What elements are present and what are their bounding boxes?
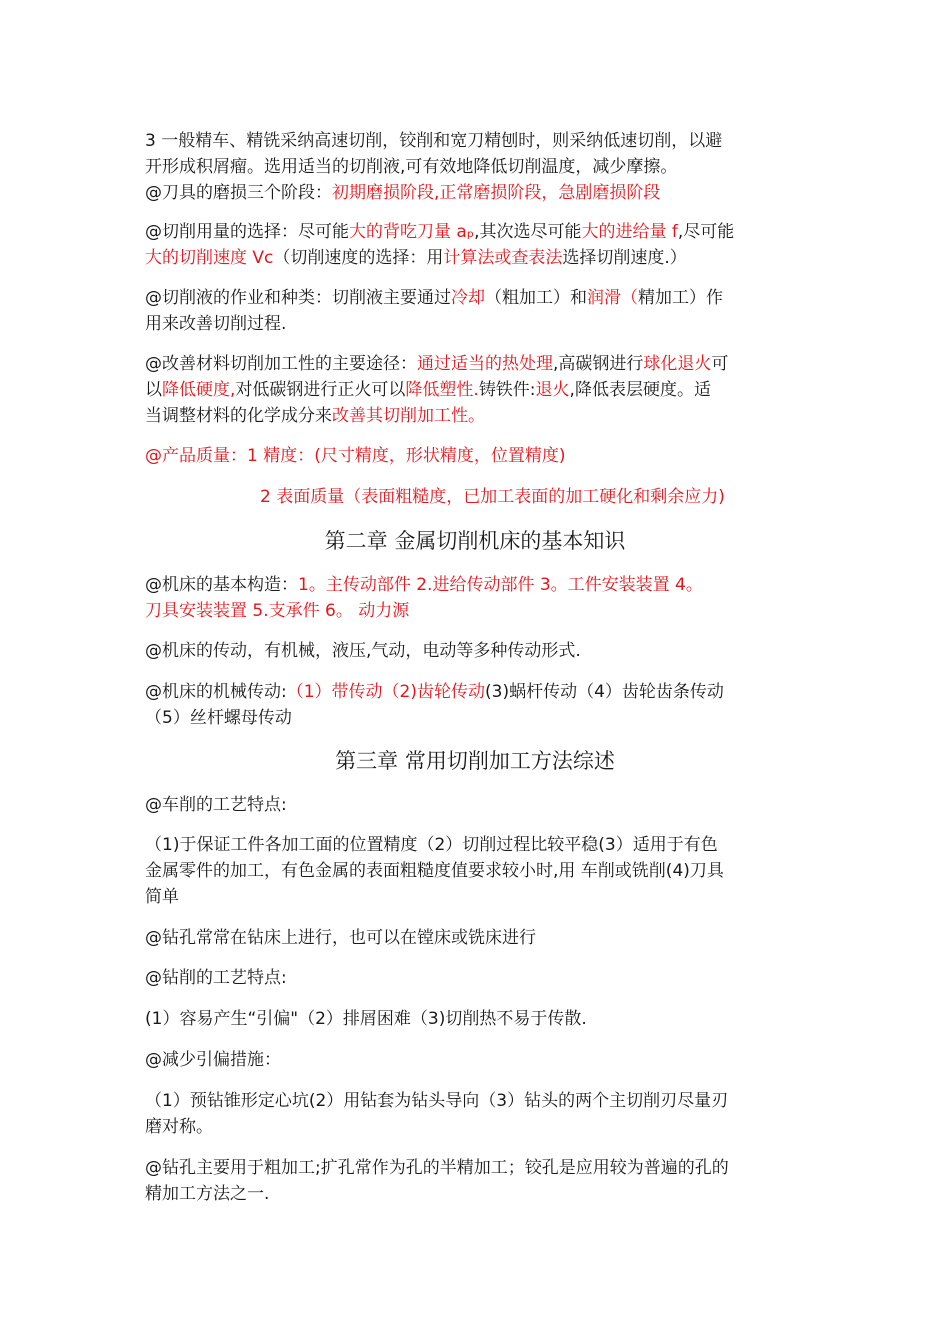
highlight-run: 改善其切削加工性。	[332, 406, 485, 426]
text-run: 精加工）作	[638, 288, 723, 308]
text-line: 简单	[145, 887, 179, 907]
chapter-2-heading: 第二章 金属切削机床的基本知识	[324, 529, 626, 553]
paragraph-drilling-features: (1）容易产生“引偏"（2）排屑困难（3)切削热不易于传散.	[145, 1009, 587, 1029]
text-run: 当调整材料的化学成分来	[145, 406, 332, 426]
text-run: @改善材料切削加工性的主要途径：	[145, 354, 417, 374]
highlight-run: 球化退火	[643, 354, 712, 374]
chapter-3-heading: 第三章 常用切削加工方法综述	[335, 749, 615, 773]
text-line	[145, 245, 805, 271]
text-line: @产品质量：1 精度：(尺寸精度，形状精度，位置精度)	[145, 446, 566, 466]
text-run: ,其次选尽可能	[474, 222, 582, 242]
text-line: 开形成积屑瘤。选用适当的切削液,可有效地降低切削温度，减少摩擦。	[145, 157, 678, 177]
text-line	[145, 219, 805, 245]
highlight-run: 大的背吃刀量 aₚ	[349, 222, 475, 242]
paragraph-machinability	[145, 351, 805, 429]
text-line: @钻孔主要用于粗加工;扩孔常作为孔的半精加工；铰孔是应用较为普遍的孔的	[145, 1158, 729, 1178]
highlight-run: 冷却	[451, 288, 485, 308]
highlight-run: 计算法或查表法	[443, 248, 563, 268]
text-line: 刀具安装装置 5.支承件 6。 动力源	[145, 601, 410, 621]
paragraph-machine-structure	[145, 572, 805, 624]
text-line: 磨对称。	[145, 1117, 213, 1137]
highlight-run: 大的进给量 f	[581, 222, 678, 242]
text-run: @切削用量的选择：尽可能	[145, 222, 349, 242]
text-line	[145, 351, 805, 377]
highlight-run: 降低塑性.	[405, 380, 479, 400]
text-run: （切削速度的选择：用	[273, 248, 444, 268]
text-line: 精加工方法之一.	[145, 1184, 270, 1204]
text-run: @刀具的磨损三个阶段：	[145, 183, 332, 203]
text-run: 对低碳钢进行正火可以	[235, 380, 406, 400]
highlight-run: 润滑（	[587, 288, 638, 308]
paragraph-turning-title: @车削的工艺特点:	[145, 795, 287, 815]
text-line	[145, 679, 805, 705]
text-line: 2 表面质量（表面粗糙度，已加工表面的加工硬化和剩余应力)	[260, 487, 725, 507]
paragraph-drilling-machines: @钻孔常常在钻床上进行，也可以在镗床或铣床进行	[145, 928, 536, 948]
text-line: （1）预钻锥形定心坑(2）用钻套为钻头导向（3）钻头的两个主切削刃尽量刃	[145, 1091, 729, 1111]
paragraph-cutting-speed	[145, 128, 805, 180]
text-run: ,降低表层硬度。适	[569, 380, 711, 400]
text-line: 3 一般精车、精铣采纳高速切削，铰削和宽刀精刨时，则采纳低速切削，以避	[145, 131, 723, 151]
highlight-run: 退火	[535, 380, 570, 400]
paragraph-deviation-title: @减少引偏措施：	[145, 1050, 281, 1070]
text-line: 金属零件的加工，有色金属的表面粗糙度值要求较小时,用 车削或铣削(4)刀具	[145, 861, 724, 881]
text-run: ,尽可能	[677, 222, 735, 242]
text-line: （5）丝杆螺母传动	[145, 708, 292, 728]
highlight-run: 初期磨损阶段,正常磨损阶段，急剧磨损阶段	[332, 183, 661, 203]
text-line: 用来改善切削过程.	[145, 314, 287, 334]
text-run: @切削液的作业和种类：切削液主要通过	[145, 288, 451, 308]
text-run: 可	[711, 354, 729, 374]
paragraph-cutting-parameters	[145, 219, 805, 271]
paragraph-product-quality	[145, 443, 805, 469]
paragraph-turning-features	[145, 832, 805, 910]
paragraph-tool-wear	[145, 180, 805, 206]
paragraph-cutting-fluid	[145, 285, 805, 337]
paragraph-deviation-measures	[145, 1088, 805, 1140]
text-line	[145, 285, 805, 311]
text-run: @机床的机械传动:	[145, 682, 287, 702]
text-run: @机床的基本构造：	[145, 575, 298, 595]
paragraph-surface-quality	[145, 484, 920, 510]
paragraph-mechanical-drive	[145, 679, 805, 731]
highlight-run: （1）带传动（2)齿轮传动	[286, 682, 485, 702]
text-run: 选择切削速度.）	[562, 248, 687, 268]
text-line: （1)于保证工件各加工面的位置精度（2）切削过程比较平稳(3）适用于有色	[145, 835, 718, 855]
paragraph-hole-processing	[145, 1155, 805, 1207]
text-line	[145, 572, 805, 598]
highlight-run: 大的切削速度 Vc	[145, 248, 274, 268]
highlight-run: 1。主传动部件 2.进给传动部件 3。工件安装装置 4。	[298, 575, 703, 595]
highlight-run: 降低硬度,	[162, 380, 236, 400]
text-run: 以	[145, 380, 162, 400]
paragraph-drilling-title: @钻削的工艺特点:	[145, 968, 287, 988]
text-line	[145, 403, 805, 429]
text-run: （粗加工）和	[485, 288, 587, 308]
text-run: ,高碳钢进行	[553, 354, 644, 374]
paragraph-machine-drive: @机床的传动，有机械，液压,气动，电动等多种传动形式.	[145, 641, 581, 661]
text-run: 铸铁件:	[478, 380, 536, 400]
highlight-run: 通过适当的热处理	[417, 354, 553, 374]
text-run: (3)蜗杆传动（4）齿轮齿条传动	[485, 682, 724, 702]
text-line	[145, 377, 805, 403]
